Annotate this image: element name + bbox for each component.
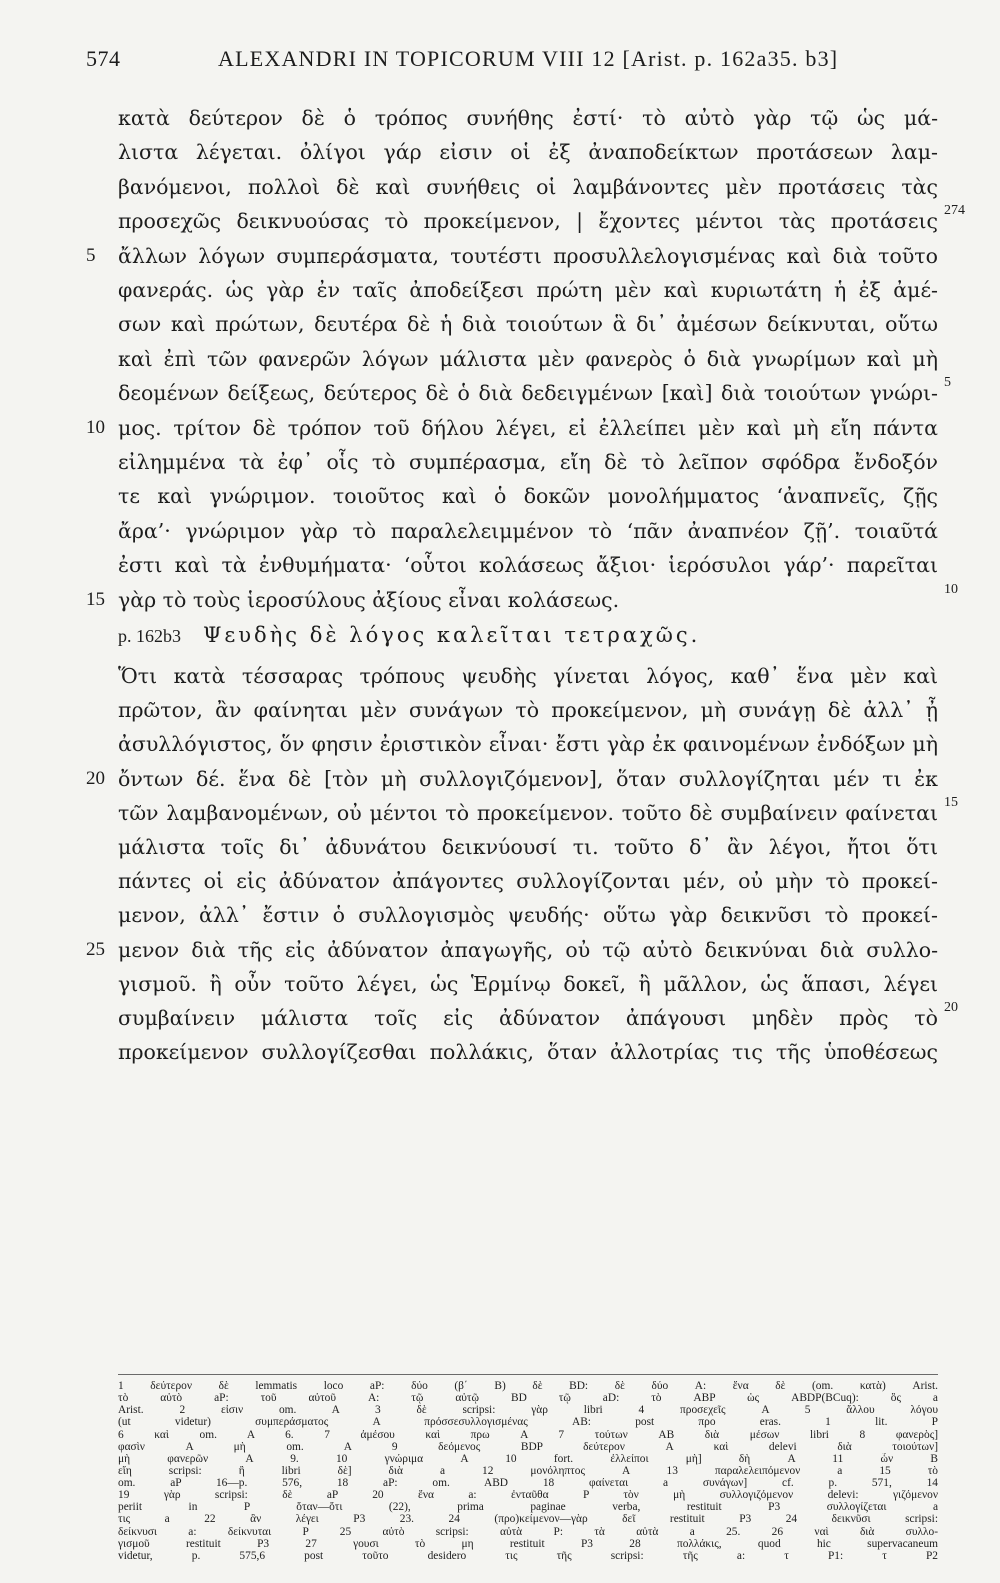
text-line: σων καὶ πρώτων, δευτέρα δὲ ἡ διὰ τοιούτων ἃ δι᾽ ἀμέσων δείκνυται, οὕτω: [118, 312, 938, 337]
page-number: 574: [86, 46, 121, 71]
margin-reference: 274: [944, 203, 965, 219]
apparatus-line: om. aP 16—p. 576, 18 aP: om. ABD 18 φαίνεται a συνάγων] cf. p. 571, 14: [118, 1477, 938, 1490]
apparatus-line: 19 γὰρ scripsi: δὲ aP 20 ἕνα a: ἐνταῦθα P τὸν μὴ συλλογιζόμενον delevi: γιζόμενον: [118, 1489, 938, 1502]
apparatus-line: videtur, p. 575,6 post τοῦτο desidero τις τῆς scripsi: τῆς a: τ P1: τ P2: [118, 1549, 938, 1562]
text-line: ἐστι καὶ τὰ ἐνθυμήματα· ‘οὗτοι κολάσεως ἄξιοι· ἱερόσυλοι γάρ’· παρεῖται: [118, 553, 938, 578]
text-line: καὶ ἐπὶ τῶν φανερῶν λόγων μάλιστα μὲν φανερὸς ὁ διὰ γνωρίμων καὶ μὴ: [118, 346, 938, 371]
text-line: κατὰ δεύτερον δὲ ὁ τρόπος συνήθης ἐστί· τὸ αὐτὸ γὰρ τῷ ὡς μά-: [118, 106, 938, 130]
lemma-reference: p. 162b3: [118, 626, 181, 646]
text-line: δεομένων δείξεως, δεύτερος δὲ ὁ διὰ δεδειγμένων [καὶ] διὰ τοιούτων γνώρι-: [118, 381, 938, 406]
apparatus-line: εἴη scripsi: ἢ libri δὲ] διὰ a 12 μονόληπτος A 13 παραλελειπόμενον a 15 τὸ: [118, 1464, 938, 1477]
text-line: προσεχῶς δεικνυούσας τὸ προκείμενον, | ἔχοντες μέντοι τὰς προτάσεις: [118, 209, 938, 234]
apparatus-line: Arist. 2 εἰσιν om. A 3 δὲ scripsi: γὰρ libri 4 προσεχεῖς A 5 ἄλλου λόγου: [118, 1404, 938, 1417]
running-head: ALEXANDRI IN TOPICORUM VIII 12 [Arist. p. 162a35. b3]: [218, 46, 839, 71]
text-line: ἄρα’· γνώριμον γὰρ τὸ παραλελειμμένον τὸ ‘πᾶν ἀναπνέον ζῇ’. τοιαῦτά: [118, 518, 938, 543]
text-line: βανόμενοι, πολλοὶ δὲ καὶ συνήθεις οἱ λαμβάνοντες μὲν προτάσεις τὰς: [118, 174, 938, 199]
apparatus-line: τις a 22 ἂν λέγει P3 23. 24 (προ)κείμενον—γὰρ δεῖ restituit P3 24 δεικνῦσι scripsi:: [118, 1513, 938, 1526]
margin-reference: 20: [944, 1000, 958, 1015]
apparatus-line: 6 καὶ om. A 6. 7 ἀμέσου καὶ πρω A 7 τούτων AB διὰ μέσων libri 8 φανερὸς]: [118, 1428, 938, 1441]
text-line: μενον, ἀλλ᾽ ἔστιν ὁ συλλογισμὸς ψευδής· οὕτω γὰρ δεικνῦσι τὸ προκεί-: [118, 903, 938, 928]
text-line: μενον διὰ τῆς εἰς ἀδύνατον ἀπαγωγῆς, οὐ τῷ αὐτὸ δεικνύναι διὰ συλλο-: [118, 937, 938, 962]
text-line: γὰρ τὸ τοὺς ἱεροσύλους ἀξίους εἶναι κολάσεως.: [118, 587, 620, 612]
text-line: ἀσυλλόγιστος, ὅν φησιν ἐριστικὸν εἶναι· ἔστι γὰρ ἐκ φαινομένων ἐνδόξων μὴ: [118, 732, 938, 757]
text-line: ἄλλων λόγων συμπεράσματα, τουτέστι προσυλλελογισμένας καὶ διὰ τοῦτο: [118, 243, 938, 268]
apparatus-line: 1 δεύτερον δὲ lemmatis loco aP: δύο (β΄ B) δὲ BD: δὲ δύο A: ἕνα δὲ (om. κατὰ) Arist.: [118, 1380, 938, 1392]
margin-reference: 15: [944, 794, 958, 810]
footnote-rule: [118, 1374, 938, 1375]
line-number: 20: [86, 767, 105, 789]
apparatus-line: γισμοῦ restituit P3 27 γουσι τὸ μη restituit P3 28 πολλάκις, quod hic supervacaneum: [118, 1537, 938, 1550]
lemma-text: Ψευδὴς δὲ λόγος καλεῖται τετραχῶς.: [203, 623, 701, 647]
margin-reference: 10: [944, 581, 958, 597]
line-number: 15: [86, 588, 105, 610]
margin-reference: 5: [944, 375, 951, 391]
line-number: 10: [86, 416, 105, 438]
text-line: Ὅτι κατὰ τέσσαρας τρόπους ψευδὴς γίνεται λόγος, καθ᾽ ἕνα μὲν καὶ: [118, 664, 938, 688]
apparatus-line: δείκνυσι a: δείκνυται P 25 αὐτὸ scripsi: αὐτὰ P: τὰ αὐτὰ a 25. 26 ναὶ διὰ συλλο-: [118, 1525, 938, 1538]
text-line: συμβαίνειν μάλιστα τοῖς εἰς ἀδύνατον ἀπάγουσι μηδὲν πρὸς τὸ: [118, 1006, 938, 1030]
text-line: ὄντων δέ. ἕνα δὲ [τὸν μὴ συλλογιζόμενον], ὅταν συλλογίζηται μέν τι ἐκ: [118, 766, 938, 791]
page-header: [86, 46, 938, 80]
line-number: 5: [86, 244, 96, 266]
apparatus-line: periit in P ὅταν—ὅτι (22), prima paginae verba, restituit P3 συλλογίζεται a: [118, 1501, 938, 1514]
apparatus-line: (ut videtur) συμπεράσματος A πρόσσεσυλλογισμένας AB: post προ eras. 1 lit. P: [118, 1416, 938, 1429]
text-line: εἰλημμένα τὰ ἐφ᾽ οἷς τὸ συμπέρασμα, εἴη δὲ τὸ λεῖπον σφόδρα ἔνδοξόν: [118, 450, 938, 474]
lemma: [118, 616, 938, 654]
line-number: 25: [86, 938, 105, 960]
apparatus-line: φασὶν A μὴ om. A 9 δεόμενος BDP δεύτερον A καὶ delevi διὰ τοιούτων]: [118, 1440, 938, 1453]
text-line: λιστα λέγεται. ὀλίγοι γάρ εἰσιν οἱ ἐξ ἀναποδείκτων προτάσεων λαμ-: [118, 140, 938, 165]
text-line: μος. τρίτον δὲ τρόπον τοῦ δήλου λέγει, εἰ ἐλλείπει μὲν καὶ μὴ εἴη πάντα: [118, 415, 938, 440]
text-line: προκείμενον συλλογίζεσθαι πολλάκις, ὅταν ἀλλοτρίας τις τῆς ὑποθέσεως: [118, 1040, 938, 1065]
apparatus-line: μὴ φανερῶν A 9. 10 γνώριμα A 10 fort. ἐλλείποι μὴ] δὴ A 11 ὧν B: [118, 1452, 938, 1465]
apparatus-line: τὸ αὐτὸ aP: τοῦ αὐτοῦ A: τῷ αὐτῷ BD τῷ aD: τὸ ABP ὡς ABDP(BCuq): ὃς a: [118, 1392, 938, 1405]
text-line: τε καὶ γνώριμον. τοιοῦτος καὶ ὁ δοκῶν μονολήμματος ‘ἀναπνεῖς, ζῇς: [118, 484, 938, 509]
text-line: τῶν λαμβανομένων, οὐ μέντοι τὸ προκείμενον. τοῦτο δὲ συμβαίνειν φαίνεται: [118, 800, 938, 825]
text-line: πάντες οἱ εἰς ἀδύνατον ἀπάγοντες συλλογίζονται μέν, οὐ μὴν τὸ προκεί-: [118, 869, 938, 894]
text-line: γισμοῦ. ἢ οὖν τοῦτο λέγει, ὡς Ἑρμίνῳ δοκεῖ, ἢ μᾶλλον, ὡς ἅπασι, λέγει: [118, 971, 938, 996]
text-line: πρῶτον, ἂν φαίνηται μὲν συνάγων τὸ προκείμενον, μὴ συνάγῃ δὲ ἀλλ᾽ ᾖ: [118, 698, 938, 723]
text-line: φανεράς. ὡς γὰρ ἐν ταῖς ἀποδείξεσι πρώτη μὲν καὶ κυριωτάτη ἡ ἐξ ἀμέ-: [118, 278, 938, 302]
text-line: μάλιστα τοῖς δι᾽ ἀδυνάτου δεικνύουσί τι. τοῦτο δ᾽ ἂν λέγοι, ἤτοι ὅτι: [118, 835, 938, 859]
